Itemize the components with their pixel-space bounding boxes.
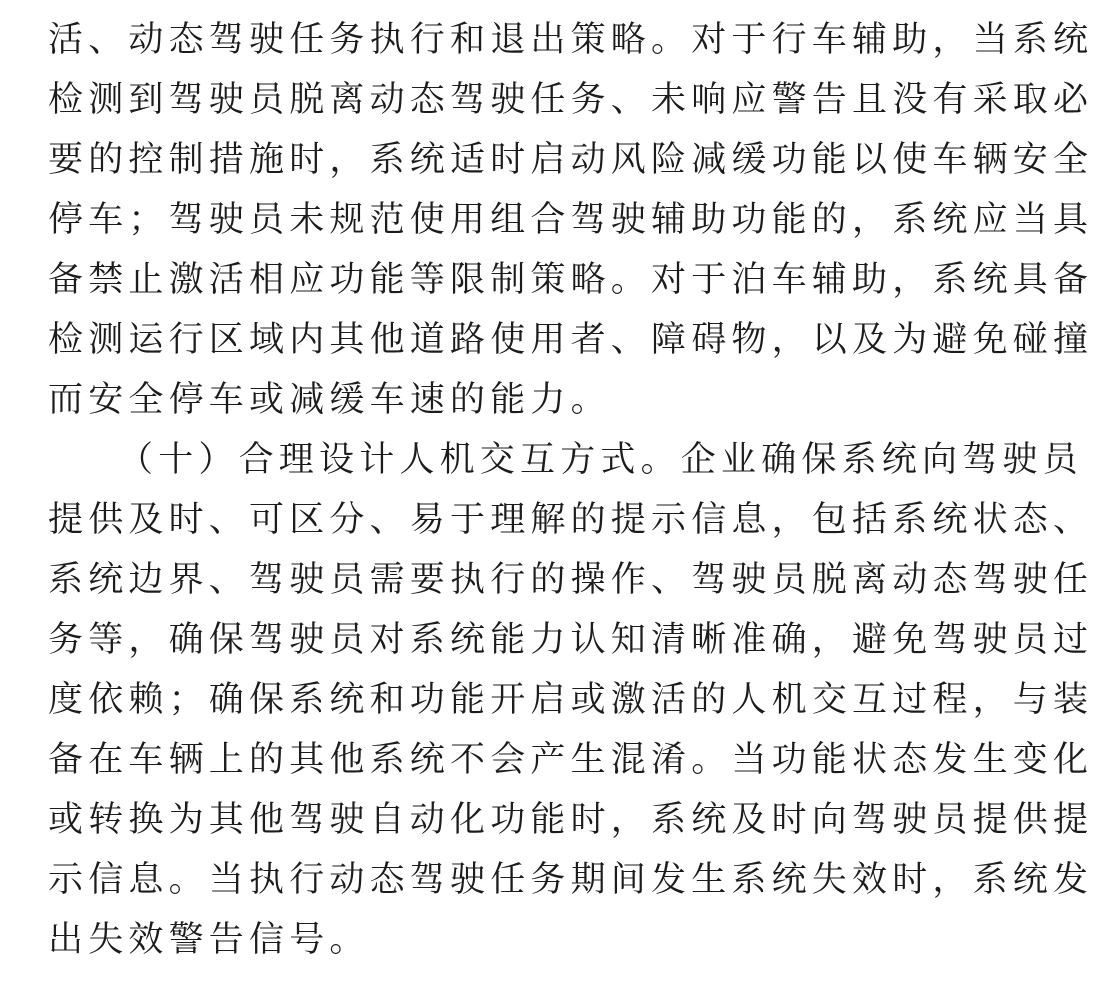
text-line: 活、动态驾驶任务执行和退出策略。对于行车辅助，当系统 bbox=[48, 20, 1093, 60]
section-heading-line: （十）合理设计人机交互方式。企业确保系统向驾驶员 bbox=[118, 440, 1083, 480]
text-line: 系统边界、驾驶员需要执行的操作、驾驶员脱离动态驾驶任 bbox=[48, 560, 1093, 600]
text-line: 停车；驾驶员未规范使用组合驾驶辅助功能的，系统应当具 bbox=[48, 200, 1093, 240]
text-line: 或转换为其他驾驶自动化功能时，系统及时向驾驶员提供提 bbox=[48, 800, 1093, 840]
text-line: 备在车辆上的其他系统不会产生混淆。当功能状态发生变化 bbox=[48, 740, 1093, 780]
text-line: 而安全停车或减缓车速的能力。 bbox=[48, 380, 611, 420]
text-line: 检测到驾驶员脱离动态驾驶任务、未响应警告且没有采取必 bbox=[48, 80, 1093, 120]
text-line: 提供及时、可区分、易于理解的提示信息，包括系统状态、 bbox=[48, 500, 1093, 540]
text-line: 要的控制措施时，系统适时启动风险减缓功能以使车辆安全 bbox=[48, 140, 1093, 180]
text-line: 示信息。当执行动态驾驶任务期间发生系统失效时，系统发 bbox=[48, 860, 1093, 900]
text-line: 备禁止激活相应功能等限制策略。对于泊车辅助，系统具备 bbox=[48, 260, 1093, 300]
text-line: 度依赖；确保系统和功能开启或激活的人机交互过程，与装 bbox=[48, 680, 1093, 720]
text-line: 检测运行区域内其他道路使用者、障碍物，以及为避免碰撞 bbox=[48, 320, 1093, 360]
text-line: 出失效警告信号。 bbox=[48, 920, 370, 960]
text-line: 务等，确保驾驶员对系统能力认知清晰准确，避免驾驶员过 bbox=[48, 620, 1093, 660]
